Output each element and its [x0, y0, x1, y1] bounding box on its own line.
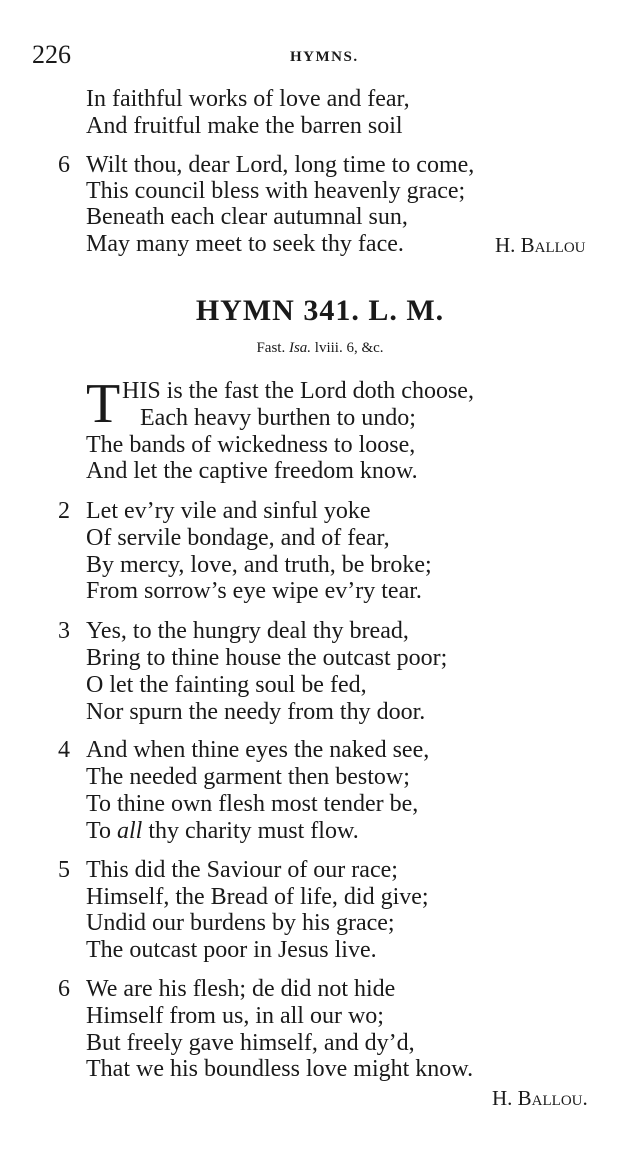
- page-header: [32, 40, 572, 70]
- verse-line: O let the fainting soul be fed,: [86, 672, 367, 698]
- stanza-number: 2: [58, 498, 70, 524]
- verse-line: The bands of wickedness to loose,: [86, 432, 416, 458]
- verse-line: The outcast poor in Jesus live.: [86, 937, 377, 963]
- hymn-subtitle: [0, 340, 640, 357]
- verse-line: And fruitful make the barren soil: [86, 113, 403, 139]
- verse-line: And when thine eyes the naked see,: [86, 737, 430, 763]
- verse-line: Each heavy burthen to undo;: [140, 405, 416, 431]
- hymn-title: HYMN 341. L. M.: [195, 294, 445, 327]
- stanza-number: 4: [58, 737, 70, 763]
- stanza-number: 3: [58, 618, 70, 644]
- verse-line: From sorrow’s eye wipe ev’ry tear.: [86, 578, 422, 604]
- scripture-ref: lviii. 6, &c.: [314, 340, 384, 356]
- stanza-number: 5: [58, 857, 70, 883]
- verse-line: May many meet to seek thy face.: [86, 231, 404, 257]
- verse-line: But freely gave himself, and dy’d,: [86, 1030, 415, 1056]
- verse-line: In faithful works of love and fear,: [86, 86, 410, 112]
- page-number: 226: [32, 40, 71, 69]
- occasion: Fast.: [256, 340, 286, 356]
- running-head: HYMNS.: [290, 49, 359, 65]
- scripture-book: Isa.: [288, 340, 312, 356]
- verse-line: By mercy, love, and truth, be broke;: [86, 552, 432, 578]
- author-attribution: H. Ballou.: [492, 1086, 588, 1110]
- verse-line: Himself, the Bread of life, did give;: [86, 884, 429, 910]
- verse-line: Wilt thou, dear Lord, long time to come,: [86, 152, 475, 178]
- stanza-number: 6: [58, 976, 70, 1002]
- verse-line: Nor spurn the needy from thy door.: [86, 699, 426, 725]
- verse-line: Himself from us, in all our wo;: [86, 1003, 384, 1029]
- verse-line: We are his flesh; de did not hide: [86, 976, 396, 1002]
- drop-cap: T: [86, 373, 121, 435]
- verse-text: thy charity must flow.: [142, 818, 359, 844]
- stanza-number: 6: [58, 152, 70, 178]
- verse-line: This did the Saviour of our race;: [86, 857, 398, 883]
- verse-line: Let ev’ry vile and sinful yoke: [86, 498, 371, 524]
- verse-line: This council bless with heavenly grace;: [86, 178, 466, 204]
- verse-line: Yes, to the hungry deal thy bread,: [86, 618, 409, 644]
- verse-line: Beneath each clear autumnal sun,: [86, 204, 408, 230]
- verse-line: To thine own flesh most tender be,: [86, 791, 419, 817]
- verse-line: HIS is the fast the Lord doth choose,: [122, 378, 474, 404]
- verse-line: [86, 818, 359, 845]
- verse-line: Bring to thine house the outcast poor;: [86, 645, 448, 671]
- verse-line: And let the captive freedom know.: [86, 458, 418, 484]
- verse-line: Of servile bondage, and of fear,: [86, 525, 390, 551]
- verse-text: To: [86, 818, 117, 844]
- emphasis: all: [116, 818, 143, 844]
- author-attribution: H. Ballou: [495, 233, 586, 257]
- verse-line: The needed garment then bestow;: [86, 764, 410, 790]
- verse-line: That we his boundless love might know.: [86, 1056, 474, 1082]
- verse-line: Undid our burdens by his grace;: [86, 910, 395, 936]
